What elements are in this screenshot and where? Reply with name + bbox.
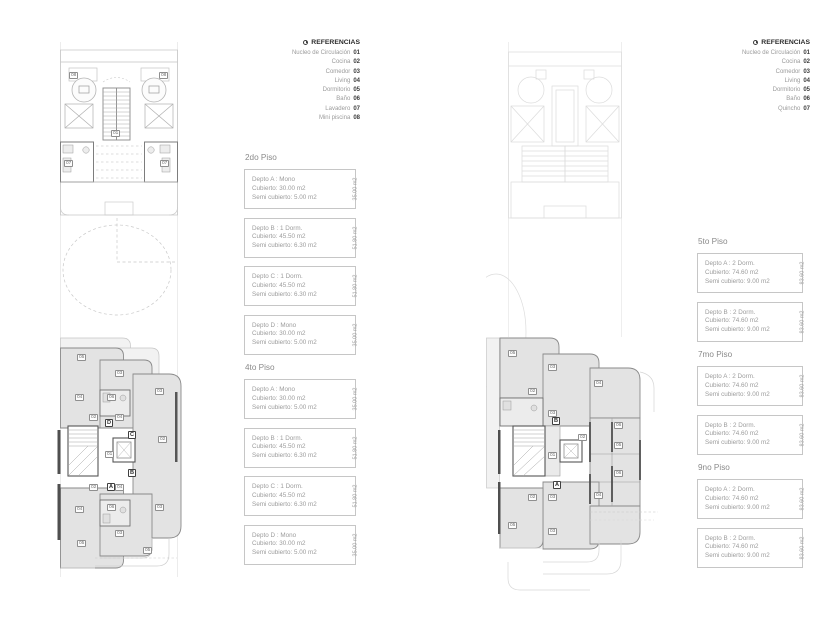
unit-list-right [697, 237, 806, 576]
unit-total-area: 35.00 m2 [352, 533, 359, 556]
unit-title: Depto A : 2 Dorm. [705, 373, 755, 380]
unit-total-area: 51.80 m2 [352, 226, 359, 249]
unit-letter-badge: B [130, 470, 135, 476]
legend-item-number: 08 [353, 115, 360, 122]
room-number-badge: 06 [616, 423, 622, 428]
unit-info-box [697, 415, 806, 455]
unit-total-area: 35.00 m2 [352, 177, 359, 201]
room-number-badge: 06 [109, 395, 115, 400]
legend-item-number: 03 [803, 68, 810, 75]
legend-item-number: 04 [803, 77, 810, 84]
legend-item-number: 04 [353, 77, 360, 84]
unit-semicovered-area: Semi cubierto: 9.00 m2 [705, 552, 770, 560]
legend-item-label: Cocina [331, 59, 351, 66]
room-number-badge: 05 [79, 541, 85, 546]
floor-label: 5to Piso [698, 237, 728, 246]
unit-semicovered-area: Semi cubierto: 6.30 m2 [252, 452, 317, 460]
room-number-badge: 03 [117, 371, 123, 376]
unit-covered-area: Cubierto: 45.50 m2 [252, 491, 306, 499]
unit-total-area: 83.60 m2 [799, 536, 806, 559]
legend-item [256, 77, 360, 86]
unit-letter-badge: A [109, 484, 114, 490]
unit-title: Depto B : 2 Dorm. [705, 308, 756, 316]
legend-item-label: Living [784, 77, 801, 84]
legend-item [710, 95, 810, 104]
legend-item-label: Baño [336, 96, 351, 103]
room-number-badge: 08 [161, 73, 167, 78]
floor-plan-left [55, 42, 187, 577]
unit-covered-area: Cubierto: 30.00 m2 [252, 540, 306, 548]
room-number-badge: 03 [157, 505, 163, 510]
room-number-badge: 06 [109, 505, 115, 510]
legend-item-number: 03 [353, 68, 360, 75]
room-number-badge: 02 [91, 415, 97, 420]
legend-item [710, 58, 810, 67]
room-number-badge: 05 [510, 351, 516, 356]
floor-label: 2do Piso [245, 153, 277, 162]
unit-list-left [244, 153, 359, 573]
room-number-badge: 05 [79, 355, 85, 360]
unit-letter-badge: C [130, 432, 135, 438]
room-number-badge: 03 [550, 495, 556, 500]
legend-item [256, 105, 360, 114]
room-number-badge: 03 [117, 531, 123, 536]
unit-semicovered-area: Semi cubierto: 9.00 m2 [705, 439, 770, 447]
unit-covered-area: Cubierto: 74.60 m2 [705, 543, 759, 551]
unit-info-box [244, 525, 359, 565]
legend-item [256, 95, 360, 104]
unit-letter-badge: D [107, 420, 112, 426]
legend-item-number: 05 [353, 87, 360, 94]
unit-title: Depto C : 1 Dorm. [252, 273, 303, 280]
legend-item [710, 105, 810, 114]
room-number-badge: 01 [107, 452, 113, 457]
unit-total-area: 35.00 m2 [352, 387, 359, 411]
room-number-badge: 04 [77, 395, 83, 400]
legend-items [256, 49, 360, 123]
unit-title: Depto B : 2 Dorm. [705, 534, 756, 542]
room-number-badge: 06 [616, 471, 622, 476]
unit-title: Depto D : Mono [252, 531, 297, 539]
unit-info-box [697, 253, 806, 293]
unit-covered-area: Cubierto: 74.60 m2 [705, 430, 759, 438]
room-number-badge: 07 [162, 161, 168, 166]
room-number-badge: 07 [66, 161, 72, 166]
room-number-badge: 05 [510, 523, 516, 528]
room-number-badge: 05 [145, 548, 151, 553]
unit-covered-area: Cubierto: 74.60 m2 [705, 381, 759, 389]
unit-title: Depto B : 1 Dorm. [252, 434, 303, 442]
legend-item [256, 58, 360, 67]
legend-item [256, 86, 360, 95]
legend-item-label: Comedor [325, 68, 351, 75]
room-number-badge: 02 [91, 485, 97, 490]
legend-items [710, 49, 810, 114]
room-number-badge: 08 [71, 73, 77, 78]
legend-item-label: Nucleo de Circulación [741, 50, 801, 56]
unit-info-box [697, 479, 806, 519]
floor-plan-left-drawing [55, 42, 187, 577]
room-number-badge: 03 [550, 411, 556, 416]
unit-total-area: 51.80 m2 [352, 274, 359, 298]
unit-info-box [244, 266, 359, 306]
unit-total-area: 51.80 m2 [352, 484, 359, 508]
floor-plan-right [486, 42, 662, 594]
unit-total-area: 83.60 m2 [799, 374, 806, 398]
legend-item-number: 07 [803, 105, 810, 112]
legend-item [256, 49, 360, 58]
unit-info-box [697, 302, 806, 342]
room-number-badge: 02 [580, 435, 586, 440]
unit-total-area: 83.60 m2 [799, 261, 806, 285]
legend-item-number: 02 [803, 59, 810, 66]
unit-info-box [697, 366, 806, 406]
room-number-badge: 04 [77, 507, 83, 512]
legend-item-label: Comedor [775, 68, 801, 75]
legend-item [256, 68, 360, 77]
unit-total-area: 83.60 m2 [799, 310, 806, 333]
compass-icon [303, 40, 308, 45]
room-number-badge: 03 [157, 389, 163, 394]
legend-left [256, 39, 360, 123]
unit-semicovered-area: Semi cubierto: 6.30 m2 [252, 290, 317, 298]
compass-icon [753, 40, 758, 45]
unit-covered-area: Cubierto: 74.60 m2 [705, 317, 759, 325]
unit-semicovered-area: Semi cubierto: 5.00 m2 [252, 193, 317, 201]
unit-semicovered-area: Semi cubierto: 9.00 m2 [705, 503, 770, 511]
unit-semicovered-area: Semi cubierto: 9.00 m2 [705, 390, 770, 398]
legend-item-number: 06 [803, 96, 810, 103]
legend-item-number: 01 [353, 50, 360, 56]
unit-info-box [244, 476, 359, 516]
legend-item-label: Living [334, 77, 351, 84]
legend-item [710, 86, 810, 95]
room-number-badge: 04 [117, 415, 123, 420]
unit-info-box [244, 428, 359, 468]
room-number-badge: 04 [596, 493, 602, 498]
room-number-badge: 01 [113, 131, 119, 136]
unit-total-area: 51.80 m2 [352, 436, 359, 459]
unit-title: Depto C : 1 Dorm. [252, 483, 303, 490]
unit-title: Depto A : 2 Dorm. [705, 486, 755, 493]
unit-title: Depto B : 1 Dorm. [252, 224, 303, 232]
unit-total-area: 83.60 m2 [799, 487, 806, 511]
unit-covered-area: Cubierto: 45.50 m2 [252, 281, 306, 289]
room-number-badge: 03 [550, 365, 556, 370]
legend-item-label: Dormitorio [772, 87, 801, 94]
legend-item-number: 02 [353, 59, 360, 66]
unit-title: Depto D : Mono [252, 321, 297, 329]
legend-item [710, 77, 810, 86]
legend-item-number: 01 [803, 50, 810, 56]
legend-item [256, 114, 360, 123]
floor-label: 9no Piso [698, 463, 730, 472]
unit-semicovered-area: Semi cubierto: 9.00 m2 [705, 326, 770, 334]
unit-semicovered-area: Semi cubierto: 5.00 m2 [252, 403, 317, 411]
room-number-badge: 02 [160, 437, 166, 442]
unit-semicovered-area: Semi cubierto: 6.30 m2 [252, 242, 317, 250]
unit-letter-badge: B [554, 418, 559, 424]
unit-covered-area: Cubierto: 45.50 m2 [252, 233, 306, 241]
unit-covered-area: Cubierto: 74.60 m2 [705, 268, 759, 276]
unit-info-box [244, 218, 359, 258]
legend-title [710, 39, 810, 46]
unit-info-box [244, 169, 359, 209]
legend-item-label: Mini piscina [318, 115, 351, 122]
unit-title: Depto A : Mono [252, 386, 296, 393]
legend-item-label: Cocina [781, 59, 801, 66]
unit-letter-badge: A [555, 482, 560, 488]
unit-title: Depto A : 2 Dorm. [705, 260, 755, 267]
unit-title: Depto A : Mono [252, 176, 296, 183]
legend-item-label: Baño [786, 96, 801, 103]
unit-semicovered-area: Semi cubierto: 5.00 m2 [252, 339, 317, 347]
unit-covered-area: Cubierto: 30.00 m2 [252, 184, 306, 192]
floor-plan-right-drawing [486, 42, 662, 594]
room-number-badge: 03 [550, 529, 556, 534]
unit-info-box [697, 528, 806, 568]
room-number-badge: 05 [616, 443, 622, 448]
unit-covered-area: Cubierto: 30.00 m2 [252, 330, 306, 338]
unit-covered-area: Cubierto: 74.60 m2 [705, 494, 759, 502]
legend-item-label: Quincho [777, 105, 801, 112]
unit-total-area: 35.00 m2 [352, 323, 359, 346]
unit-info-box [244, 315, 359, 355]
legend-title [256, 39, 360, 46]
unit-info-box [244, 379, 359, 419]
legend-title-text: REFERENCIAS [761, 39, 810, 46]
room-number-badge: 02 [530, 495, 536, 500]
legend-title-text: REFERENCIAS [311, 39, 360, 46]
legend-item-label: Nucleo de Circulación [291, 50, 351, 56]
unit-semicovered-area: Semi cubierto: 9.00 m2 [705, 277, 770, 285]
room-number-badge: 02 [530, 389, 536, 394]
legend-item-number: 07 [353, 105, 360, 112]
legend-item [710, 49, 810, 58]
legend-item [710, 68, 810, 77]
floor-label: 4to Piso [245, 363, 275, 372]
room-number-badge: 01 [550, 453, 556, 458]
legend-item-number: 05 [803, 87, 810, 94]
legend-item-label: Dormitorio [322, 87, 351, 94]
unit-semicovered-area: Semi cubierto: 6.30 m2 [252, 500, 317, 508]
room-number-badge: 04 [596, 381, 602, 386]
legend-right [710, 39, 810, 114]
unit-covered-area: Cubierto: 30.00 m2 [252, 394, 306, 402]
legend-item-number: 06 [353, 96, 360, 103]
unit-total-area: 83.60 m2 [799, 423, 806, 446]
legend-item-label: Lavadero [325, 105, 351, 112]
unit-covered-area: Cubierto: 45.50 m2 [252, 443, 306, 451]
unit-semicovered-area: Semi cubierto: 5.00 m2 [252, 549, 317, 557]
room-number-badge: 04 [117, 485, 123, 490]
unit-title: Depto B : 2 Dorm. [705, 421, 756, 429]
floor-label: 7mo Piso [698, 350, 733, 359]
